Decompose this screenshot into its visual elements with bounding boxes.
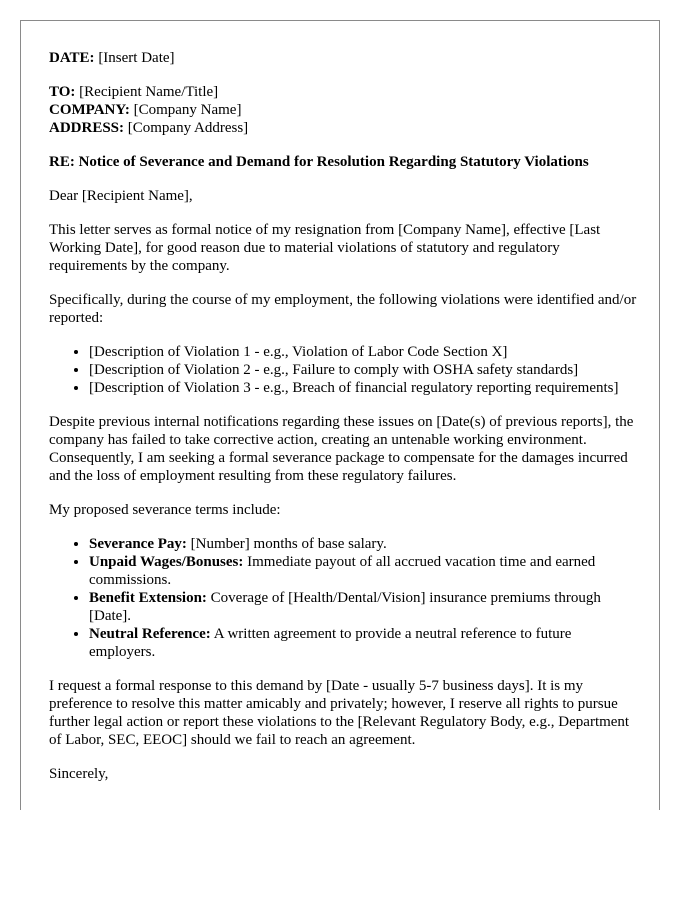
date-label: DATE: <box>49 50 95 66</box>
address-value: [Company Address] <box>127 120 249 136</box>
violation-item: • [Description of Violation 1 - e.g., Violation of Labor Code Section X] <box>89 343 639 361</box>
salutation: Dear [Recipient Name], <box>49 188 193 204</box>
subject-line: RE: Notice of Severance and Demand for Resolution Regarding Statutory Violations <box>49 154 589 170</box>
paragraph-response-request: I request a formal response to this demand by [Date - usually 5-7 business days]. It is my preference to resolve this matter amicably and privately; however, I reserve all rights to pursue further legal action or report these violations to the [Relevant Regulatory Body, e.g., Department of Labor, SEC, EEOC] should we fail to reach an agreement. <box>49 678 630 748</box>
letter-content <box>49 49 639 783</box>
term-item <box>89 625 639 661</box>
to-value: [Recipient Name/Title] <box>79 84 219 100</box>
term-label: Benefit Extension: <box>89 590 207 606</box>
paragraph-terms-intro: My proposed severance terms include: <box>49 502 281 518</box>
to-label: TO: <box>49 84 76 100</box>
closing: Sincerely, <box>49 766 109 782</box>
letter-page <box>20 20 660 810</box>
term-text: Coverage of [Health/Dental/Vision] insurance premiums through [Date]. <box>89 590 601 624</box>
term-text: [Number] months of base salary. <box>190 536 387 552</box>
date-value: [Insert Date] <box>98 50 175 66</box>
terms-list <box>49 535 639 661</box>
violation-item: • [Description of Violation 3 - e.g., Breach of financial regulatory reporting requirements] <box>89 379 639 397</box>
term-text: A written agreement to provide a neutral reference to future employers. <box>89 626 572 660</box>
violation-item: • [Description of Violation 2 - e.g., Failure to comply with OSHA safety standards] <box>89 361 639 379</box>
recipient-block <box>49 83 639 137</box>
company-value: [Company Name] <box>133 102 242 118</box>
term-label: Unpaid Wages/Bonuses: <box>89 554 244 570</box>
term-label: Severance Pay: <box>89 536 187 552</box>
term-item <box>89 553 639 589</box>
violations-list <box>49 343 639 397</box>
term-item <box>89 535 639 553</box>
date-line <box>49 49 639 67</box>
paragraph-corrective-action: Despite previous internal notifications regarding these issues on [Date(s) of previous reports], the company has failed to take corrective action, creating an untenable working environment. Consequently, I am seeking a formal severance package to compensate for the damages incurred and the loss of employment resulting from these regulatory failures. <box>49 414 634 484</box>
company-label: COMPANY: <box>49 102 130 118</box>
paragraph-resignation: This letter serves as formal notice of my resignation from [Company Name], effective [Last Working Date], for good reason due to material violations of statutory and regulatory requirements by the company. <box>49 222 601 274</box>
term-item <box>89 589 639 625</box>
term-label: Neutral Reference: <box>89 626 211 642</box>
address-label: ADDRESS: <box>49 120 125 136</box>
paragraph-violations-intro: Specifically, during the course of my employment, the following violations were identified and/or reported: <box>49 292 637 326</box>
term-text: Immediate payout of all accrued vacation time and earned commissions. <box>89 554 596 588</box>
